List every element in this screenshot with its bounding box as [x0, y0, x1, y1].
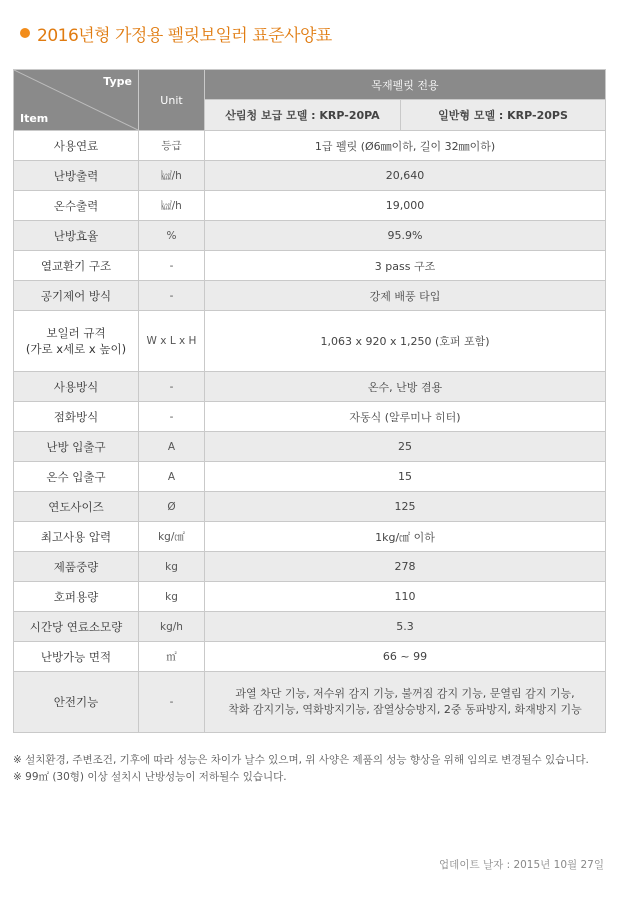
- unit-cell: %: [139, 221, 205, 251]
- item-cell: 난방 입출구: [14, 432, 139, 462]
- table-row: [14, 582, 606, 612]
- table-row: [14, 522, 606, 552]
- model-b-header: 일반형 모델 : KRP-20PS: [401, 100, 606, 131]
- item-cell: 최고사용 압력: [14, 522, 139, 552]
- value-cell: 1,063 x 920 x 1,250 (호퍼 포함): [205, 311, 606, 372]
- table-row: [14, 612, 606, 642]
- unit-cell: 등급: [139, 131, 205, 161]
- table-row: [14, 432, 606, 462]
- item-cell: 난방가능 면적: [14, 642, 139, 672]
- table-row: [14, 642, 606, 672]
- type-label: Type: [103, 75, 132, 88]
- item-cell: 연도사이즈: [14, 492, 139, 522]
- table-row: [14, 161, 606, 191]
- table-row: [14, 251, 606, 281]
- orange-bullet-icon: [20, 28, 30, 38]
- table-row: [14, 372, 606, 402]
- value-cell: 자동식 (알루미나 히터): [205, 402, 606, 432]
- value-cell: 5.3: [205, 612, 606, 642]
- value-cell: 66 ~ 99: [205, 642, 606, 672]
- value-cell: 95.9%: [205, 221, 606, 251]
- item-cell: 온수출력: [14, 191, 139, 221]
- update-date: 업데이트 날자 : 2015년 10월 27일: [439, 859, 604, 871]
- item-cell: 온수 입출구: [14, 462, 139, 492]
- item-cell: 사용연료: [14, 131, 139, 161]
- item-cell: 열교환기 구조: [14, 251, 139, 281]
- item-cell: 시간당 연료소모량: [14, 612, 139, 642]
- table-row: [14, 492, 606, 522]
- value-cell: 125: [205, 492, 606, 522]
- unit-cell: ㎉/h: [139, 191, 205, 221]
- table-row: [14, 462, 606, 492]
- footnote: ※ 설치환경, 주변조건, 기후에 따라 성능은 차이가 날수 있으며, 위 사양은 제품의 성능 향상을 위해 임의로 변경될수 있습니다.: [13, 754, 589, 766]
- table-row: [14, 672, 606, 733]
- page-title: [20, 20, 332, 46]
- value-cell: 강제 배풍 타입: [205, 281, 606, 311]
- value-cell: 1kg/㎠ 이하: [205, 522, 606, 552]
- value-cell: 15: [205, 462, 606, 492]
- table-row: [14, 131, 606, 161]
- unit-cell: ㎡: [139, 642, 205, 672]
- unit-cell: kg/h: [139, 612, 205, 642]
- value-cell: 278: [205, 552, 606, 582]
- table-row: [14, 281, 606, 311]
- item-cell: 안전기능: [14, 672, 139, 733]
- unit-cell: -: [139, 281, 205, 311]
- value-cell: 25: [205, 432, 606, 462]
- footnote: ※ 99㎡ (30형) 이상 설치시 난방성능이 저하될수 있습니다.: [13, 771, 287, 783]
- unit-header: Unit: [139, 70, 205, 131]
- unit-cell: kg: [139, 582, 205, 612]
- item-cell: 난방효율: [14, 221, 139, 251]
- item-cell: 점화방식: [14, 402, 139, 432]
- value-cell: 과열 차단 기능, 저수위 감지 기능, 불꺼짐 감지 기능, 문열림 감지 기능, 착화 감지기능, 역화방지기능, 잠열상승방지, 2중 동파방지, 화재방지 기능: [205, 672, 606, 733]
- unit-cell: ㎉/h: [139, 161, 205, 191]
- value-cell: 20,640: [205, 161, 606, 191]
- value-cell: 110: [205, 582, 606, 612]
- unit-cell: Ø: [139, 492, 205, 522]
- value-cell: 3 pass 구조: [205, 251, 606, 281]
- unit-cell: -: [139, 372, 205, 402]
- item-cell: 공기제어 방식: [14, 281, 139, 311]
- table-row: [14, 191, 606, 221]
- item-cell: 난방출력: [14, 161, 139, 191]
- unit-cell: -: [139, 672, 205, 733]
- table-row: [14, 402, 606, 432]
- title-text: 2016년형 가정용 펠릿보일러 표준사양표: [37, 25, 332, 46]
- table-row: [14, 221, 606, 251]
- item-label: Item: [20, 112, 49, 125]
- unit-cell: W x L x H: [139, 311, 205, 372]
- unit-cell: -: [139, 251, 205, 281]
- unit-cell: A: [139, 432, 205, 462]
- value-cell: 19,000: [205, 191, 606, 221]
- unit-cell: kg/㎠: [139, 522, 205, 552]
- type-item-corner-header: [14, 70, 139, 131]
- table-row: [14, 311, 606, 372]
- item-cell: 제품중량: [14, 552, 139, 582]
- spec-table: [13, 69, 606, 733]
- item-cell: 보일러 규격 (가로 x세로 x 높이): [14, 311, 139, 372]
- model-a-header: 산림청 보급 모델 : KRP-20PA: [205, 100, 401, 131]
- value-cell: 1급 펠릿 (Ø6㎜이하, 길이 32㎜이하): [205, 131, 606, 161]
- unit-cell: -: [139, 402, 205, 432]
- group-header: 목재펠릿 전용: [205, 70, 606, 100]
- unit-cell: A: [139, 462, 205, 492]
- unit-cell: kg: [139, 552, 205, 582]
- table-row: [14, 552, 606, 582]
- item-cell: 호퍼용량: [14, 582, 139, 612]
- item-cell: 사용방식: [14, 372, 139, 402]
- value-cell: 온수, 난방 겸용: [205, 372, 606, 402]
- footnotes: [13, 752, 603, 786]
